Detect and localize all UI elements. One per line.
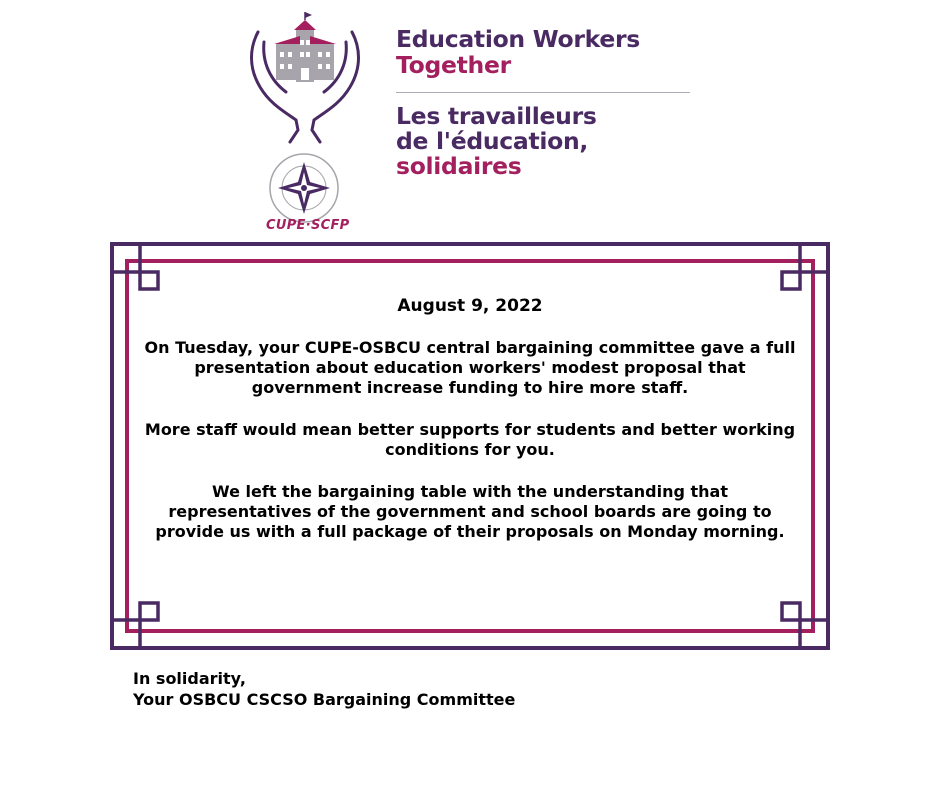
- education-workers-seal-icon: [270, 154, 338, 222]
- brand-french: [396, 104, 597, 179]
- notice-paragraph: We left the bargaining table with the understanding that representatives of the government and school boards are going to provide us with a full package of their proposals on Monday morning.: [155, 482, 785, 541]
- signoff: [133, 668, 515, 710]
- brand-fr-line1: Les travailleurs: [396, 102, 597, 130]
- signoff-committee: Your OSBCU CSCSO Bargaining Committee: [133, 690, 516, 709]
- notice-date: August 9, 2022: [397, 296, 543, 316]
- brand-fr-line2: de l'éducation,: [396, 127, 589, 155]
- notice-paragraph: More staff would mean better supports for students and better working conditions for you.: [144, 420, 796, 459]
- cupe-scfp-label: CUPE·SCFP: [266, 218, 350, 233]
- hands-holding-school-icon: [240, 12, 370, 237]
- brand-divider: [396, 92, 690, 93]
- brand-en-line2: Together: [396, 51, 511, 79]
- brand-en-line1: Education Workers: [396, 25, 640, 53]
- notice-body: [138, 296, 802, 564]
- brand-english: [396, 26, 640, 78]
- brand-fr-line3: solidaires: [396, 152, 522, 180]
- notice-paragraph: On Tuesday, your CUPE-OSBCU central bargaining committee gave a full presentation about education workers' modest proposal that government increase funding to hire more staff.: [144, 338, 796, 397]
- signoff-greeting: In solidarity,: [133, 669, 246, 688]
